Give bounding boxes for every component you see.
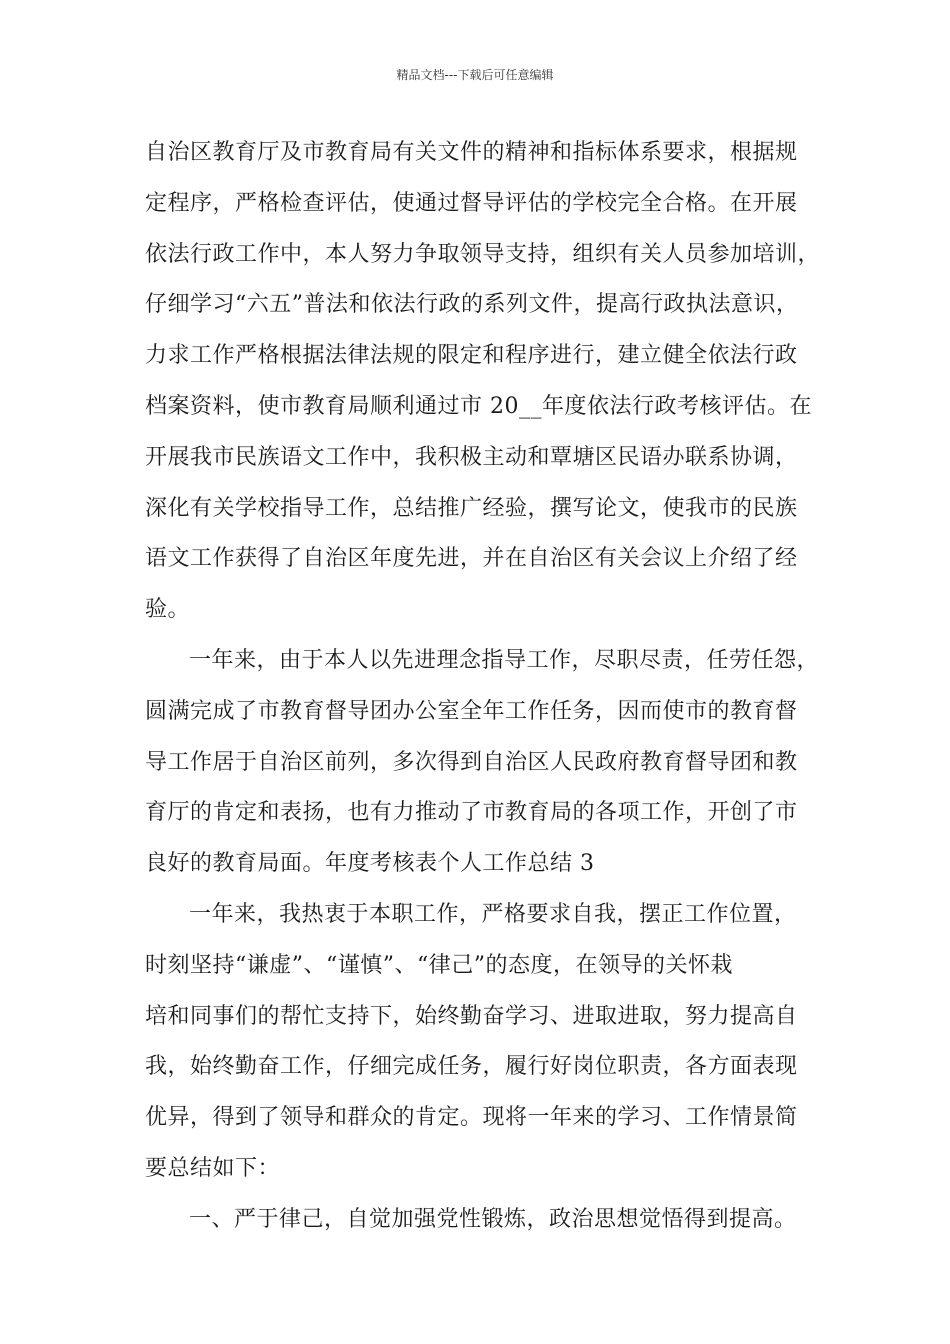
text-line: 导工作居于自治区前列，多次得到自治区人民政府教育督导团和教 — [145, 749, 798, 775]
text-line: 定程序，严格检查评估，使通过督导评估的学校完全合格。在开展 — [145, 190, 798, 216]
text-line: 档案资料，使市教育局顺利通过市 20__年度依法行政考核评估。在 — [145, 393, 812, 419]
document-body — [145, 128, 821, 1246]
paragraph-start-line: 一年来，我热衷于本职工作，严格要求自我，摆正工作位置， — [189, 901, 797, 927]
text-line: 良好的教育局面。年度考核表个人工作总结 3 — [145, 851, 595, 877]
text-line: 自治区教育厅及市教育局有关文件的精神和指标体系要求，根据规 — [145, 140, 798, 165]
text-line: 开展我市民族语文工作中，我积极主动和覃塘区民语办联系协调， — [145, 444, 798, 470]
text-line: 依法行政工作中，本人努力争取领导支持，组织有关人员参加培训， — [145, 241, 821, 267]
text-line: 育厅的肯定和表扬，也有力推动了市教育局的各项工作，开创了市 — [145, 800, 798, 826]
page-header: 精品文档---下载后可任意编辑 — [396, 68, 554, 82]
text-line: 优异，得到了领导和群众的肯定。现将一年来的学习、工作情景简 — [145, 1105, 798, 1131]
text-line: 要总结如下： — [145, 1155, 281, 1181]
paragraph-start-line: 一年来，由于本人以先进理念指导工作，尽职尽责，任劳任怨， — [189, 647, 820, 673]
text-line: 力求工作严格根据法律法规的限定和程序进行，建立健全依法行政 — [145, 343, 798, 369]
text-line: 培和同事们的帮忙支持下，始终勤奋学习、进取进取，努力提高自 — [145, 1003, 798, 1029]
text-line: 我，始终勤奋工作，仔细完成任务，履行好岗位职责，各方面表现 — [145, 1054, 798, 1080]
text-line: 验。 — [145, 597, 191, 623]
text-line: 深化有关学校指导工作，总结推广经验，撰写论文，使我市的民族 — [145, 495, 798, 521]
section-heading-line: 一、严于律己，自觉加强党性锻炼，政治思想觉悟得到提高。 — [189, 1206, 797, 1232]
text-line: 仔细学习“六五”普法和依法行政的系列文件，提高行政执法意识， — [145, 292, 799, 318]
text-line: 圆满完成了市教育督导团办公室全年工作任务，因而使市的教育督 — [145, 698, 798, 724]
text-line: 时刻坚持“谦虚”、“谨慎”、“律己”的态度，在领导的关怀栽 — [145, 952, 733, 978]
text-line: 语文工作获得了自治区年度先进，并在自治区有关会议上介绍了经 — [145, 546, 798, 572]
